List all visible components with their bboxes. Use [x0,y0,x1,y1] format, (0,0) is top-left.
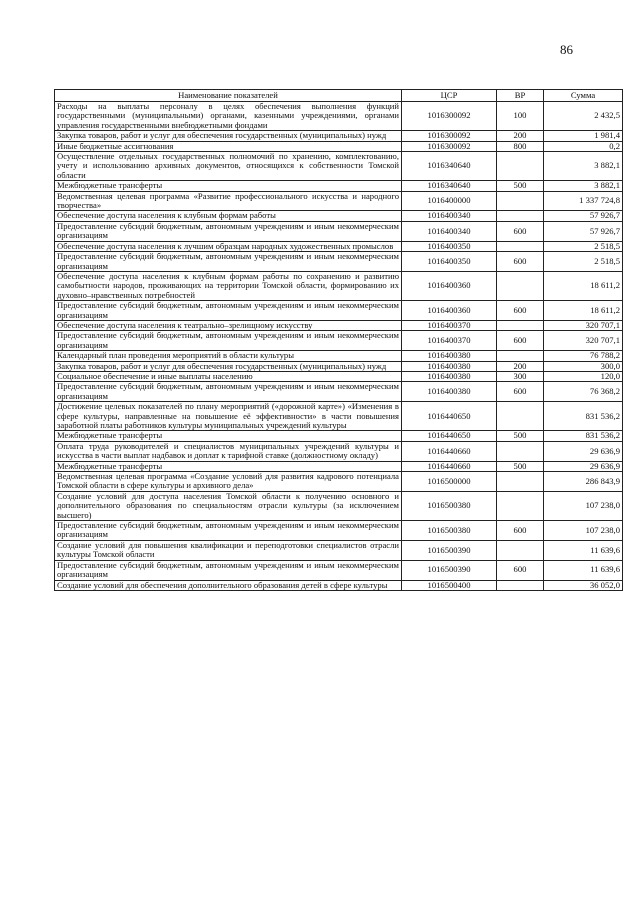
table-row [55,560,623,580]
row-name-cell: Иные бюджетные ассигнования [55,141,402,151]
row-sum-cell: 0,2 [544,141,623,151]
row-csr-cell: 1016400370 [402,320,497,330]
row-sum-cell: 76 788,2 [544,351,623,361]
row-csr-cell: 1016500380 [402,521,497,541]
row-vr-cell: 200 [497,361,544,371]
row-vr-cell [497,540,544,560]
row-sum-cell: 300,0 [544,361,623,371]
row-sum-cell: 107 238,0 [544,521,623,541]
row-csr-cell: 1016340640 [402,181,497,191]
table-row [55,472,623,492]
row-name-cell: Межбюджетные трансферты [55,431,402,441]
table-row [55,521,623,541]
row-csr-cell: 1016400340 [402,221,497,241]
row-name-cell: Ведомственная целевая программа «Развитие профессионального искусства и народного творчества» [55,191,402,211]
page-number: 86 [560,42,573,57]
row-name-cell: Создание условий для обеспечения дополнительного образования детей в сфере культуры [55,580,402,590]
row-vr-cell [497,241,544,251]
table-row [55,382,623,402]
row-name-cell: Предоставление субсидий бюджетным, автономным учреждениям и иным некоммерческим организациям [55,252,402,272]
row-csr-cell: 1016500400 [402,580,497,590]
row-csr-cell: 1016400360 [402,301,497,321]
row-vr-cell: 300 [497,371,544,381]
row-sum-cell: 3 882,1 [544,152,623,181]
table-row [55,152,623,181]
row-name-cell: Обеспечение доступа населения к клубным формам работы по сохранению и развитию самобытности народов, проживающих на территории Томской области, формированию их духовно–нравственных потребностей [55,271,402,300]
row-name-cell: Предоставление субсидий бюджетным, автономным учреждениям и иным некоммерческим организациям [55,301,402,321]
row-name-cell: Осуществление отдельных государственных полномочий по хранению, комплектованию, учету и использованию архивных документов, относящихся к собственности Томской области [55,152,402,181]
table-row [55,131,623,141]
row-name-cell: Закупка товаров, работ и услуг для обеспечения государственных (муниципальных) нужд [55,361,402,371]
row-sum-cell: 11 639,6 [544,560,623,580]
table-row [55,301,623,321]
row-sum-cell: 29 636,9 [544,441,623,461]
table-row [55,491,623,520]
row-sum-cell: 76 368,2 [544,382,623,402]
table-row [55,221,623,241]
row-csr-cell: 1016400350 [402,241,497,251]
table-row [55,461,623,471]
row-sum-cell: 1 337 724,8 [544,191,623,211]
row-name-cell: Создание условий для повышения квалификации и переподготовки специалистов отрасли культуры Томской области [55,540,402,560]
row-sum-cell: 18 611,2 [544,301,623,321]
table-row [55,540,623,560]
row-vr-cell: 600 [497,221,544,241]
row-sum-cell: 2 518,5 [544,241,623,251]
table-row [55,241,623,251]
row-vr-cell: 500 [497,461,544,471]
row-vr-cell: 600 [497,382,544,402]
table-header-row [55,90,623,102]
row-csr-cell: 1016300092 [402,131,497,141]
table-row [55,331,623,351]
row-sum-cell: 320 707,1 [544,331,623,351]
table-row [55,252,623,272]
row-vr-cell [497,402,544,431]
row-csr-cell: 1016400360 [402,271,497,300]
row-csr-cell: 1016400370 [402,331,497,351]
row-name-cell: Межбюджетные трансферты [55,461,402,471]
row-name-cell: Ведомственная целевая программа «Создание условий для развития кадрового потенциала Томской области в сфере культуры и архивного дела» [55,472,402,492]
row-sum-cell: 2 432,5 [544,102,623,131]
row-sum-cell: 3 882,1 [544,181,623,191]
row-name-cell: Календарный план проведения мероприятий в области культуры [55,351,402,361]
row-sum-cell: 2 518,5 [544,252,623,272]
header-name: Наименование показателей [55,90,402,102]
table-row [55,191,623,211]
row-vr-cell: 600 [497,331,544,351]
table-body [55,102,623,591]
row-sum-cell: 831 536,2 [544,431,623,441]
row-sum-cell: 120,0 [544,371,623,381]
row-csr-cell: 1016440650 [402,431,497,441]
row-name-cell: Предоставление субсидий бюджетным, автономным учреждениям и иным некоммерческим организациям [55,521,402,541]
row-vr-cell: 500 [497,431,544,441]
row-name-cell: Предоставление субсидий бюджетным, автономным учреждениям и иным некоммерческим организациям [55,331,402,351]
row-csr-cell: 1016440650 [402,402,497,431]
table-row [55,441,623,461]
row-csr-cell: 1016440660 [402,441,497,461]
row-csr-cell: 1016500390 [402,560,497,580]
row-name-cell: Обеспечение доступа населения к театрально–зрелищному искусству [55,320,402,330]
table-row [55,351,623,361]
row-sum-cell: 1 981,4 [544,131,623,141]
row-sum-cell: 36 052,0 [544,580,623,590]
table-row [55,102,623,131]
row-name-cell: Оплата труда руководителей и специалистов муниципальных учреждений культуры и искусства в части выплат надбавок и доплат к тарифной ставке (должностному окладу) [55,441,402,461]
row-name-cell: Межбюджетные трансферты [55,181,402,191]
row-name-cell: Закупка товаров, работ и услуг для обеспечения государственных (муниципальных) нужд [55,131,402,141]
row-sum-cell: 29 636,9 [544,461,623,471]
row-csr-cell: 1016400380 [402,361,497,371]
table-row [55,580,623,590]
row-name-cell: Предоставление субсидий бюджетным, автономным учреждениям и иным некоммерческим организациям [55,221,402,241]
row-vr-cell: 800 [497,141,544,151]
row-name-cell: Обеспечение доступа населения к клубным формам работы [55,211,402,221]
row-csr-cell: 1016400380 [402,351,497,361]
row-vr-cell [497,191,544,211]
header-vr: ВР [497,90,544,102]
table-row [55,320,623,330]
budget-table [54,89,623,591]
row-name-cell: Создание условий для доступа населения Томской области к получению основного и дополнительного образования по специальностям отрасли культуры (за исключением высшего) [55,491,402,520]
row-sum-cell: 831 536,2 [544,402,623,431]
row-name-cell: Обеспечение доступа населения к лучшим образцам народных художественных промыслов [55,241,402,251]
row-vr-cell [497,271,544,300]
row-vr-cell: 100 [497,102,544,131]
table-row [55,361,623,371]
row-vr-cell [497,441,544,461]
row-csr-cell: 1016340640 [402,152,497,181]
table-row [55,402,623,431]
row-vr-cell: 600 [497,252,544,272]
header-sum: Сумма [544,90,623,102]
row-csr-cell: 1016500380 [402,491,497,520]
row-vr-cell [497,320,544,330]
table-row [55,371,623,381]
row-vr-cell [497,580,544,590]
row-name-cell: Достижение целевых показателей по плану мероприятий («дорожной карте») «Изменения в сфере культуры, направленные на повышение её эффективности» в части повышения заработной платы работников культуры муниципальных учреждений культуры [55,402,402,431]
row-sum-cell: 320 707,1 [544,320,623,330]
row-csr-cell: 1016300092 [402,141,497,151]
row-sum-cell: 57 926,7 [544,211,623,221]
row-sum-cell: 286 843,9 [544,472,623,492]
table-row [55,141,623,151]
row-csr-cell: 1016400380 [402,382,497,402]
row-name-cell: Предоставление субсидий бюджетным, автономным учреждениям и иным некоммерческим организациям [55,560,402,580]
header-csr: ЦСР [402,90,497,102]
row-csr-cell: 1016400380 [402,371,497,381]
table-row [55,181,623,191]
row-csr-cell: 1016400340 [402,211,497,221]
row-vr-cell [497,211,544,221]
row-sum-cell: 57 926,7 [544,221,623,241]
row-vr-cell [497,351,544,361]
row-csr-cell: 1016500390 [402,540,497,560]
row-csr-cell: 1016500000 [402,472,497,492]
row-name-cell: Социальное обеспечение и иные выплаты населению [55,371,402,381]
row-name-cell: Расходы на выплаты персоналу в целях обеспечения выполнения функций государственными (муниципальными) органами, казенными учреждениями, органами управления государственными внебюджетными фондами [55,102,402,131]
row-vr-cell [497,491,544,520]
row-vr-cell: 200 [497,131,544,141]
row-vr-cell [497,472,544,492]
row-sum-cell: 18 611,2 [544,271,623,300]
table-row [55,431,623,441]
table-row [55,211,623,221]
row-sum-cell: 11 639,6 [544,540,623,560]
table-row [55,271,623,300]
row-csr-cell: 1016400000 [402,191,497,211]
row-csr-cell: 1016300092 [402,102,497,131]
row-vr-cell [497,152,544,181]
row-vr-cell: 500 [497,181,544,191]
row-name-cell: Предоставление субсидий бюджетным, автономным учреждениям и иным некоммерческим организациям [55,382,402,402]
row-sum-cell: 107 238,0 [544,491,623,520]
row-vr-cell: 600 [497,560,544,580]
row-csr-cell: 1016400350 [402,252,497,272]
row-vr-cell: 600 [497,301,544,321]
row-csr-cell: 1016440660 [402,461,497,471]
row-vr-cell: 600 [497,521,544,541]
